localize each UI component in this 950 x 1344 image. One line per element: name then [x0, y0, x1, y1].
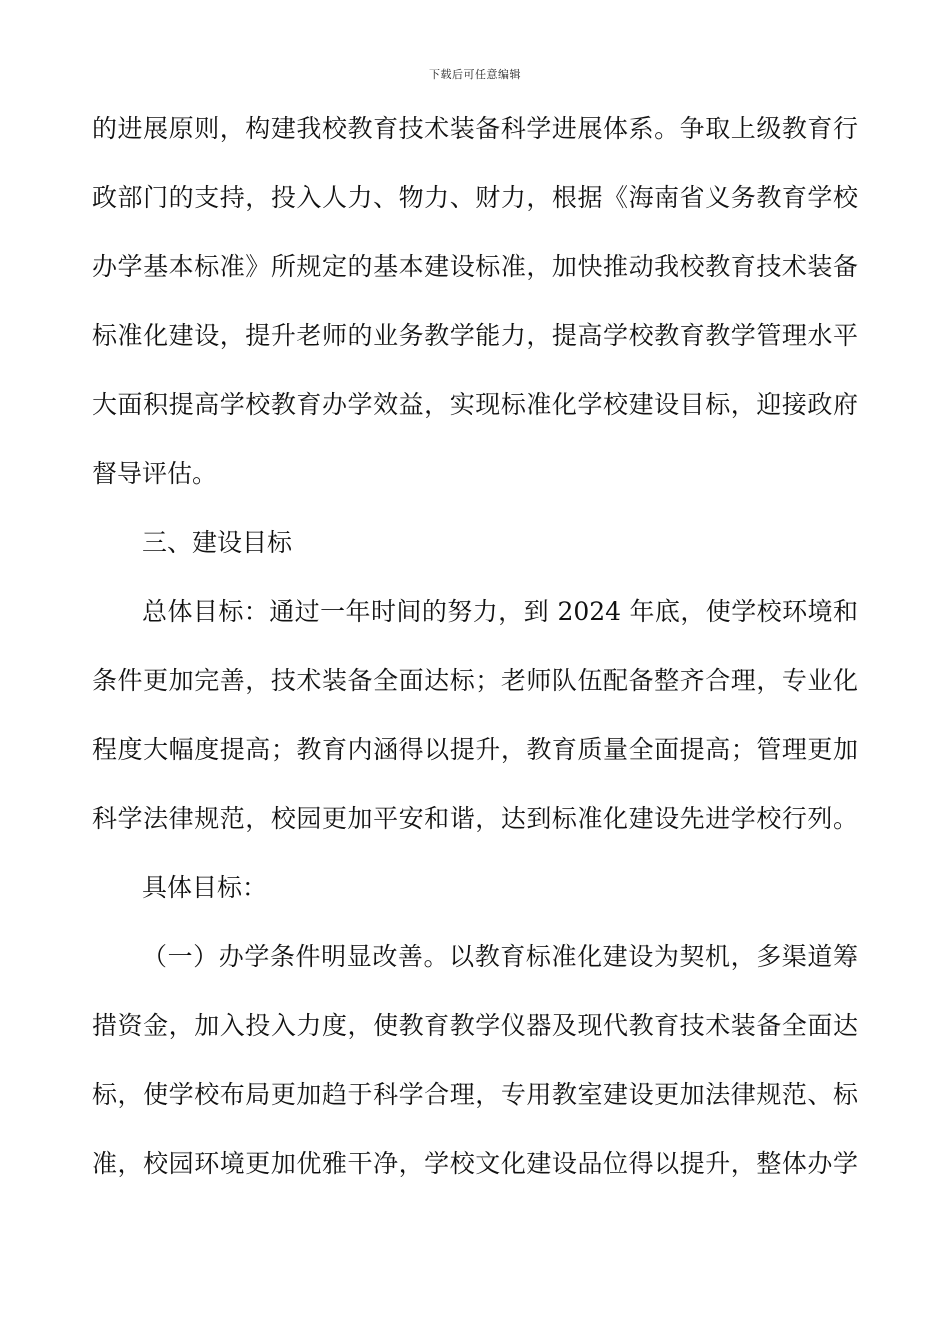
paragraph-line: 准，校园环境更加优雅干净，学校文化建设品位得以提升，整体办学	[92, 1149, 858, 1178]
paragraph-line: 标准化建设，提升老师的业务教学能力，提高学校教育教学管理水平	[92, 321, 858, 350]
paragraph-line: 大面积提高学校教育办学效益，实现标准化学校建设目标，迎接政府	[92, 390, 858, 419]
paragraph-line: 措资金，加入投入力度，使教育教学仪器及现代教育技术装备全面达	[92, 1011, 858, 1040]
paragraph-line: 程度大幅度提高；教育内涵得以提升，教育质量全面提高；管理更加	[92, 735, 858, 764]
subsection-label: 具体目标：	[142, 873, 268, 902]
paragraph-line: 科学法律规范，校园更加平安和谐，达到标准化建设先进学校行列。	[92, 804, 858, 833]
paragraph-line: 政部门的支持，投入人力、物力、财力，根据《海南省义务教育学校	[92, 183, 858, 212]
document-body	[92, 94, 858, 1198]
page-header: 下载后可任意编辑	[429, 68, 521, 81]
paragraph-line: （一）办学条件明显改善。以教育标准化建设为契机，多渠道筹	[142, 942, 858, 971]
paragraph-line: 总体目标：通过一年时间的努力，到 2024 年底，使学校环境和	[142, 597, 858, 626]
paragraph-line: 的进展原则，构建我校教育技术装备科学进展体系。争取上级教育行	[92, 114, 858, 143]
paragraph-line: 督导评估。	[92, 459, 218, 488]
section-heading: 三、建设目标	[142, 528, 293, 557]
paragraph-line: 办学基本标准》所规定的基本建设标准，加快推动我校教育技术装备	[92, 252, 858, 281]
paragraph-line: 条件更加完善，技术装备全面达标；老师队伍配备整齐合理，专业化	[92, 666, 858, 695]
paragraph-line: 标，使学校布局更加趋于科学合理，专用教室建设更加法律规范、标	[92, 1080, 858, 1109]
